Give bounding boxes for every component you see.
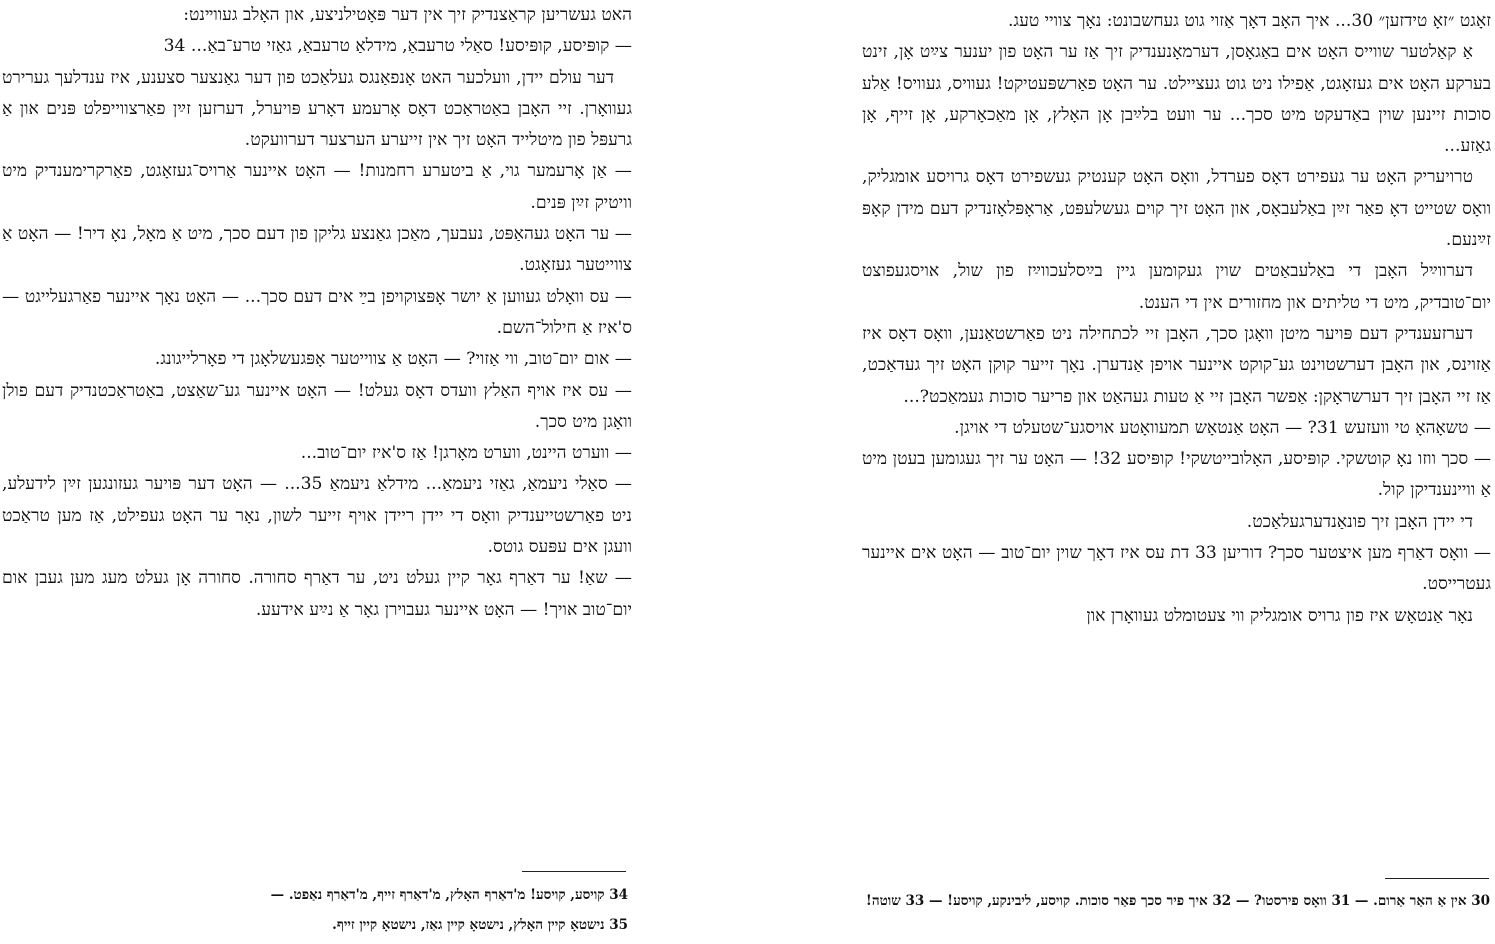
paragraph: זאָגט ״זאָ טידזען״ 30... איך האָב דאָך אַזוי גוט געחשבונט: נאָך צוויי טעג. (1007, 11, 1491, 31)
paragraph: — שאַ! ער דאַרף גאָר קיין געלט ניט, ער דאַרף סחורה. סחורה אָן געלט מעג מען געבן אום יום־טוב אויך! — האָט איינער געבוירן גאָר אַ נײַע אידעע. (2, 568, 632, 620)
footnote-divider (522, 871, 626, 872)
paragraph: — ווערט היינט, ווערט מאָרגן! אַז ס'איז יום־טוב... (300, 443, 632, 464)
paragraph: האט געשריען קראַצנדיק זיך אין דער פּאָטילניצע, און האָלב געווײנט: (183, 5, 632, 25)
paragraph: — עס וואָלט געווען אַ יושר אָפּצוקויפן בײַ אים דעם סכך... — האָט נאָך איינער פאַרגעלייגט — ס'איז אַ חילול־השם. (2, 286, 632, 338)
paragraph: — טשאָהאָ טי וועזעש 31? — האָט אַנטאָש תמעוואָטע אויסגע־שטעלט די אויגן. (954, 417, 1491, 438)
paragraph: — אום יום־טוב, ווי אַזוי? — האָט אַ צווייטער אָפּגעשלאָגן די פאָרלייגונג. (154, 349, 632, 370)
paragraph: — סאַלי ניעמאַ, גאַזי ניעמאַ... מידלאַ ניעמאַ 35... — האָט דער פּויער געזונגען זײַן לידעלע, ניט פאַרשטייענדיק וואָס די יידן ריידן אויף זייער לשון, נאָר ער האָט געפילט, אַז מען טראַכט וועגן אים עפּעס גוטס. (2, 474, 632, 558)
paragraph: דערווײַל האָבן די באַלעבאַטים שוין געקומען גיין בײַסלעכווײַז פון שול, אויסגעפוצט יום־טובדיק, מיט די טליתים און מחזורים אין די הענט. (862, 261, 1491, 313)
right-page-footnotes (860, 886, 1490, 916)
left-page-footnotes (250, 880, 628, 940)
footnote: 30 אין אַ האַר אַרום. — 31 וואָס פירסטו? — 32 איך פיר סכך פאַר סוכות. קויסע, ליבינקע, קויסע! — 33 שוטה! (865, 893, 1490, 909)
left-page (0, 0, 650, 626)
paragraph: — ער האָט געהאַפּט, נעבעך, מאַכן גאַנצע גליקן פון דעם סכך, מיט אַ מאָל, נאָ דיר! — האָט אַ צווייטער געזאָגט. (2, 224, 632, 276)
paragraph: דערזעענדיק דעם פּויער מיטן וואָגן סכך, האָבן זיי לכתחילה ניט פאַרשטאַנען, וואָס דאָס איז אַזוינס, און האָבן דערשטוינט גע־קוקט איינער אויפן אַנדערן. נאָך זייער קוקן האָט זיך געדאַכט, אַז זיי האָבן זיך דערשראָקן: אַפשר האָבן זיי אַ טעות געהאַט און פריער סוכות געמאַכט?... (862, 323, 1491, 407)
paragraph: — עס איז אויף האַלץ וועדס דאָס געלט! — האָט איינער גע־שאַצט, באַטראַכטנדיק דעם פולן וואָגן מיט סכך. (2, 380, 632, 432)
paragraph: דער עולם יידן, וועלכער האט אָנפאַנגס געלאַכט פון דער גאַנצער סצענע, איז ענדלעך גערירט געוואָרן. זיי האָבן באַטראַכט דאָס אָרעמע דאָרע פּויערל, דערזען זײַן פאַרצווייפלט פּנים און אַ גרעפּל פון מיטלייד האָט זיך אין זייערע הערצער דערוועקט. (2, 67, 632, 151)
paragraph: — קופּיסע, קופּיסע! סאַלי טרעבאַ, מידלאַ טרעבאַ, גאַזי טרע־באַ... 34 (163, 36, 632, 57)
left-page-body (2, 0, 632, 626)
paragraph: די יידן האָבן זיך פונאַנדערגעלאַכט. (1246, 511, 1473, 532)
paragraph: אַ קאַלטער שווייס האָט אים באַגאָסן, דערמאָנענדיק זיך אַז ער האָט פון יענער צײַט אָן, זינט בערקע האָט אים געזאָגט, אַפילו ניט גוט געציילט. ער האָט פאַרשפּעטיקט! געוויס, געוויס! אַלע סוכות זיינען שוין באַדעקט מיט סכך... ער וועט בלײַבן אָן האָלץ, אָן מאַכאָרקע, אָן זייף, אָן גאַזע... (862, 42, 1491, 157)
paragraph: טרויעריק האָט ער געפירט דאָס פערדל, וואָס האָט קענטיק געשפירט דאָס גרויסע אומגליק, וואָס שטייט דאָ פאַר זײַן באַלעבאָס, און האָט זיך קוים געשלעפּט, אַראָפּלאָזנדיק דעם מידן קאָפּ זײַנעם. (862, 167, 1491, 251)
footnote-divider (1385, 878, 1489, 879)
right-page (852, 0, 1495, 632)
paragraph: נאָר אַנטאָש איז פון גרויס אומגליק ווי צעטומלט געוואָרן און (1086, 605, 1473, 626)
footnote: 34 קויסע, קויסע! מ'דאַרף האָלץ, מ'דאַרף זייף, מ'דאַרף נאַפט. — 35 נישטאָ קיין האָלץ, נישטאָ קיין גאַז, נישטאָ קיין זייף. (270, 887, 628, 933)
paragraph: — אַן אָרעמער גוי, אַ ביטערע רחמנות! — האָט איינער אַרויס־געזאָגט, פאַרקרימענדיק מיט וויטיק זײַן פּנים. (2, 161, 632, 213)
paragraph: — וואָס דאַרף מען איצטער סכך? דוריען 33 דת עס איז דאָך שוין יום־טוב — האָט אים איינער געטרייסט. (862, 543, 1491, 595)
right-page-body (862, 6, 1491, 632)
paragraph: — סכך ווזו נאָ קוטשקי. קופּיסע, האָלובייטשקי! קופּיסע 32! — האָט ער זיך געגומען בעטן מיט אַ וויינענדיקן קול. (862, 449, 1492, 501)
